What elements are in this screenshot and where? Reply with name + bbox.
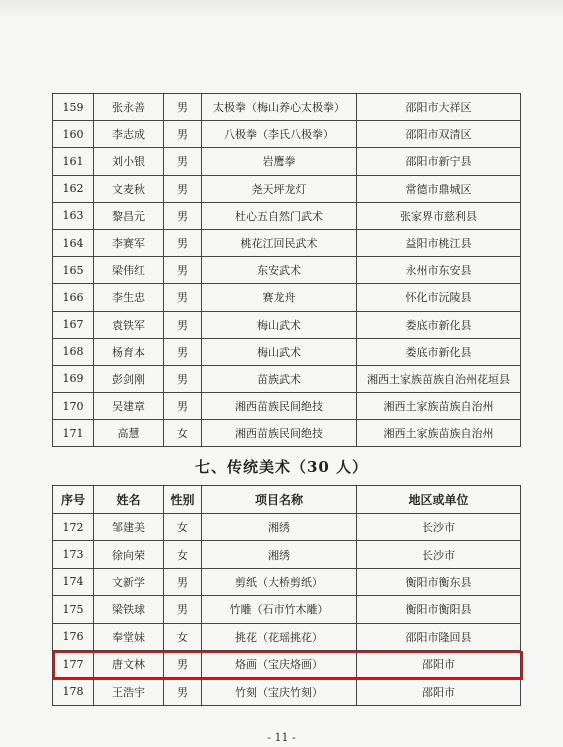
- table-row: [53, 541, 521, 568]
- cell-no: 160: [53, 121, 94, 148]
- table-row: [53, 420, 521, 447]
- cell-name: 张永善: [94, 94, 164, 121]
- cell-name: 王浩宇: [94, 678, 164, 705]
- cell-item: 太极拳（梅山养心太极拳）: [202, 94, 357, 121]
- cell-area: 湘西土家族苗族自治州花垣县: [357, 365, 521, 392]
- cell-sex: 男: [164, 121, 202, 148]
- cell-name: 刘小银: [94, 148, 164, 175]
- cell-sex: 男: [164, 94, 202, 121]
- table-row: [53, 284, 521, 311]
- cell-name: 吴建章: [94, 393, 164, 420]
- cell-item: 湘绣: [202, 514, 357, 541]
- cell-item: 东安武术: [202, 257, 357, 284]
- table-row: [53, 650, 521, 677]
- cell-area: 娄底市新化县: [357, 338, 521, 365]
- cell-sex: 男: [164, 311, 202, 338]
- table-row: [53, 678, 521, 705]
- cell-no: 168: [53, 338, 94, 365]
- cell-name: 高慧: [94, 420, 164, 447]
- cell-area: 湘西土家族苗族自治州: [357, 420, 521, 447]
- cell-no: 161: [53, 148, 94, 175]
- heritage-table-continued: [52, 93, 521, 447]
- cell-name: 文麦秋: [94, 175, 164, 202]
- table-row: [53, 365, 521, 392]
- cell-item: 湘西苗族民间绝技: [202, 420, 357, 447]
- cell-no: 164: [53, 229, 94, 256]
- cell-item: 梅山武术: [202, 311, 357, 338]
- cell-no: 176: [53, 623, 94, 650]
- cell-area: 湘西土家族苗族自治州: [357, 393, 521, 420]
- cell-name: 邹建美: [94, 514, 164, 541]
- cell-area: 邵阳市: [357, 650, 521, 677]
- table-row: [53, 338, 521, 365]
- cell-no: 163: [53, 202, 94, 229]
- cell-area: 邵阳市新宁县: [357, 148, 521, 175]
- cell-sex: 男: [164, 257, 202, 284]
- cell-no: 171: [53, 420, 94, 447]
- cell-item: 岩鹰拳: [202, 148, 357, 175]
- cell-item: 尧天坪龙灯: [202, 175, 357, 202]
- scan-top-edge: [0, 0, 563, 18]
- cell-item: 烙画（宝庆烙画）: [202, 650, 357, 677]
- table-row: [53, 121, 521, 148]
- cell-sex: 男: [164, 365, 202, 392]
- page-number: - 11 -: [267, 731, 296, 744]
- cell-no: 169: [53, 365, 94, 392]
- cell-name: 奉堂妹: [94, 623, 164, 650]
- cell-sex: 男: [164, 678, 202, 705]
- table-row: [53, 202, 521, 229]
- header-name: 姓名: [94, 486, 164, 514]
- cell-no: 166: [53, 284, 94, 311]
- cell-item: 挑花（花瑶挑花）: [202, 623, 357, 650]
- cell-sex: 女: [164, 541, 202, 568]
- cell-sex: 男: [164, 229, 202, 256]
- cell-name: 李生忠: [94, 284, 164, 311]
- cell-area: 怀化市沅陵县: [357, 284, 521, 311]
- cell-sex: 男: [164, 175, 202, 202]
- cell-item: 赛龙舟: [202, 284, 357, 311]
- cell-no: 172: [53, 514, 94, 541]
- cell-area: 常德市鼎城区: [357, 175, 521, 202]
- cell-no: 165: [53, 257, 94, 284]
- cell-item: 竹雕（石市竹木雕）: [202, 596, 357, 623]
- cell-name: 唐文林: [94, 650, 164, 677]
- cell-sex: 男: [164, 568, 202, 595]
- cell-area: 长沙市: [357, 514, 521, 541]
- cell-sex: 男: [164, 284, 202, 311]
- cell-item: 湘西苗族民间绝技: [202, 393, 357, 420]
- cell-area: 张家界市慈利县: [357, 202, 521, 229]
- cell-name: 彭剑刚: [94, 365, 164, 392]
- cell-area: 永州市东安县: [357, 257, 521, 284]
- cell-no: 178: [53, 678, 94, 705]
- table-row: [53, 257, 521, 284]
- cell-area: 邵阳市: [357, 678, 521, 705]
- table-row: [53, 148, 521, 175]
- cell-item: 桃花江回民武术: [202, 229, 357, 256]
- cell-sex: 女: [164, 623, 202, 650]
- cell-name: 梁伟红: [94, 257, 164, 284]
- cell-no: 167: [53, 311, 94, 338]
- header-sex: 性别: [164, 486, 202, 514]
- section-title: 七、传统美术（30 人）: [194, 458, 369, 476]
- cell-area: 邵阳市大祥区: [357, 94, 521, 121]
- cell-item: 梅山武术: [202, 338, 357, 365]
- cell-no: 159: [53, 94, 94, 121]
- cell-item: 八极拳（李氏八极拳）: [202, 121, 357, 148]
- cell-area: 长沙市: [357, 541, 521, 568]
- cell-no: 177: [53, 650, 94, 677]
- table-row: [53, 94, 521, 121]
- cell-name: 梁铁球: [94, 596, 164, 623]
- cell-name: 李赛军: [94, 229, 164, 256]
- header-no: 序号: [53, 486, 94, 514]
- cell-sex: 男: [164, 650, 202, 677]
- cell-item: 剪纸（大桥剪纸）: [202, 568, 357, 595]
- table-row: [53, 568, 521, 595]
- cell-area: 邵阳市双清区: [357, 121, 521, 148]
- cell-name: 文新学: [94, 568, 164, 595]
- cell-no: 174: [53, 568, 94, 595]
- table-header-row: [53, 486, 521, 514]
- table-row: [53, 229, 521, 256]
- traditional-art-table: [52, 485, 521, 706]
- cell-item: 苗族武术: [202, 365, 357, 392]
- cell-sex: 男: [164, 393, 202, 420]
- cell-item: 杜心五自然门武术: [202, 202, 357, 229]
- table-row: [53, 596, 521, 623]
- cell-area: 娄底市新化县: [357, 311, 521, 338]
- table-row: [53, 175, 521, 202]
- cell-name: 袁铁军: [94, 311, 164, 338]
- cell-item: 湘绣: [202, 541, 357, 568]
- cell-sex: 男: [164, 148, 202, 175]
- cell-sex: 男: [164, 596, 202, 623]
- header-area: 地区或单位: [357, 486, 521, 514]
- cell-sex: 男: [164, 202, 202, 229]
- cell-sex: 女: [164, 514, 202, 541]
- cell-no: 175: [53, 596, 94, 623]
- cell-sex: 男: [164, 338, 202, 365]
- cell-no: 173: [53, 541, 94, 568]
- table-row: [53, 311, 521, 338]
- cell-area: 邵阳市隆回县: [357, 623, 521, 650]
- cell-area: 衡阳市衡阳县: [357, 596, 521, 623]
- header-item: 项目名称: [202, 486, 357, 514]
- cell-no: 170: [53, 393, 94, 420]
- cell-area: 衡阳市衡东县: [357, 568, 521, 595]
- cell-no: 162: [53, 175, 94, 202]
- cell-name: 徐向荣: [94, 541, 164, 568]
- table-row: [53, 393, 521, 420]
- cell-sex: 女: [164, 420, 202, 447]
- cell-name: 李志成: [94, 121, 164, 148]
- cell-name: 杨育本: [94, 338, 164, 365]
- table-row: [53, 623, 521, 650]
- cell-name: 黎昌元: [94, 202, 164, 229]
- table-row: [53, 514, 521, 541]
- cell-item: 竹刻（宝庆竹刻）: [202, 678, 357, 705]
- cell-area: 益阳市桃江县: [357, 229, 521, 256]
